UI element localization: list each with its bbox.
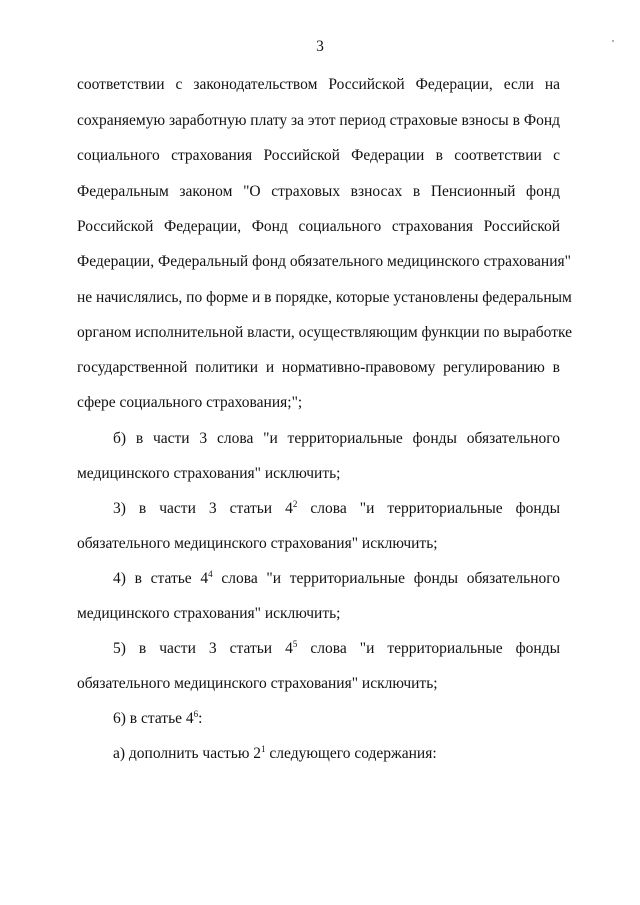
text-line: сохраняемую заработную плату за этот период страховые взносы в Фонд xyxy=(77,112,560,129)
superscript: 6 xyxy=(193,708,199,719)
scan-speck xyxy=(612,40,614,42)
text-line: Российской Федерации, Фонд социального страхования Российской xyxy=(77,218,560,235)
text-line: не начислялись, по форме и в порядке, которые установлены федеральным xyxy=(77,289,572,306)
text-line: обязательного медицинского страхования" исключить; xyxy=(77,675,438,692)
text-line: соответствии с законодательством Российской Федерации, если на xyxy=(77,76,560,93)
paragraph-first-line: 3) в части 3 статьи $4^2$ слова "и территориальные фонды xyxy=(113,498,561,517)
text-line: органом исполнительной власти, осуществляющим функции по выработке xyxy=(77,324,573,341)
paragraph-first-line: б) в части 3 слова "и территориальные фонды обязательного xyxy=(113,430,560,447)
text-line: медицинского страхования" исключить; xyxy=(77,465,341,482)
paragraph-first-line: 6) в статье $4^6$: xyxy=(113,708,203,727)
text-line: обязательного медицинского страхования" исключить; xyxy=(77,535,438,552)
superscript: 5 xyxy=(292,638,298,649)
text-line: государственной политики и нормативно-правовому регулированию в xyxy=(77,359,560,376)
superscript: 1 xyxy=(261,743,266,754)
text-line: Федерации, Федеральный фонд обязательного медицинского страхования" xyxy=(77,253,571,270)
text-line: медицинского страхования" исключить; xyxy=(77,605,341,622)
text-line: сфере социального страхования;"; xyxy=(77,394,303,411)
superscript: 4 xyxy=(208,568,213,579)
paragraph-first-line: а) дополнить частью $2^1$ следующего содержания: xyxy=(113,743,437,762)
page-number: 3 xyxy=(316,38,324,55)
paragraph-first-line: 5) в части 3 статьи $4^5$ слова "и территориальные фонды xyxy=(113,638,561,657)
paragraph-first-line: 4) в статье $4^4$ слова "и территориальные фонды обязательного xyxy=(113,568,560,587)
text-line: социального страхования Российской Федерации в соответствии с xyxy=(77,147,560,164)
superscript: 2 xyxy=(292,498,298,509)
text-line: Федеральным законом "О страховых взносах в Пенсионный фонд xyxy=(77,183,560,200)
